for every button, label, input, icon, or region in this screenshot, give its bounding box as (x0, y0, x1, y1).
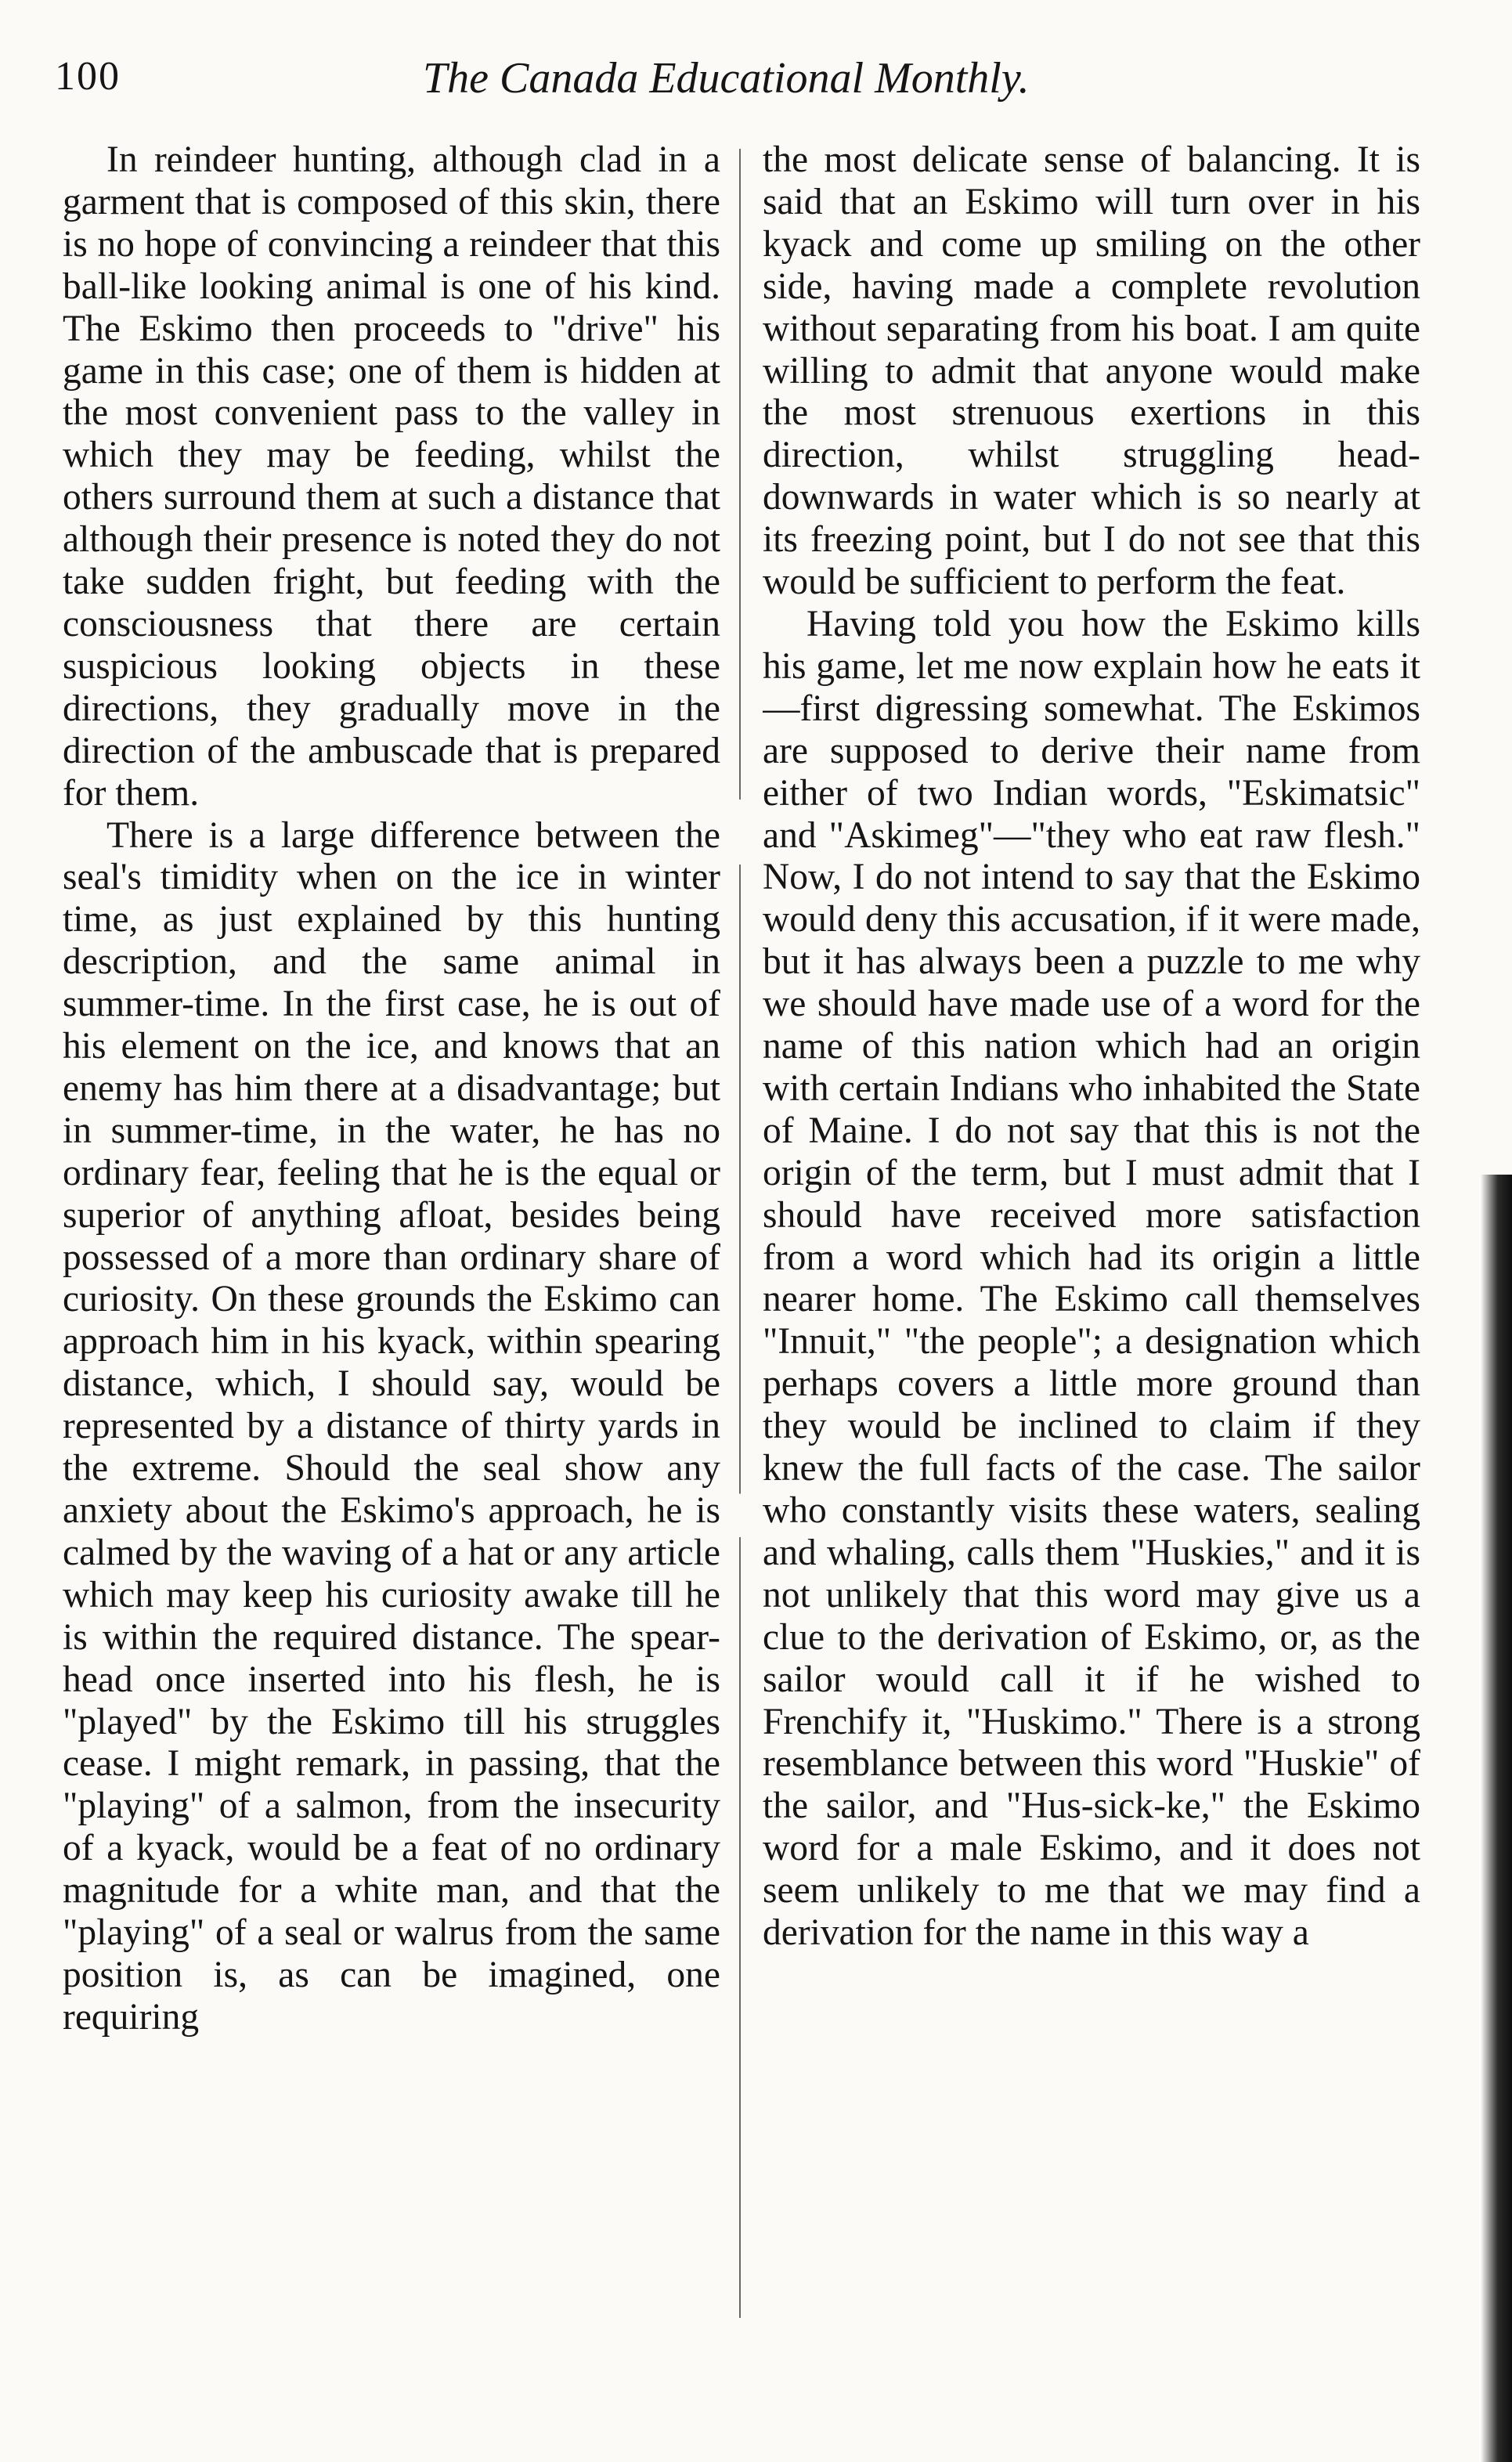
left-column (63, 139, 720, 2301)
page-edge-shadow (1481, 1175, 1512, 2462)
right-column (763, 139, 1420, 2301)
left-paragraph-2: There is a large difference between the seal's timidity when on the ice in winter time, as just explained by this hunting description, and the same animal in summer-time. In the first case, he is out of his element on the ice, and knows that an enemy has him there at a disadvantage; but in summer-time, in the water, he has no ordinary fear, feeling that he is the equal or superior of anything afloat, besides being possessed of a more than ordinary share of curiosity. On these grounds the Eskimo can approach him in his kyack, within spearing distance, which, I should say, would be represented by a distance of thirty yards in the extreme. Should the seal show any anxiety about the Eskimo's approach, he is calmed by the waving of a hat or any article which may keep his curiosity awake till he is within the required distance. The spear-head once inserted into his flesh, he is "played" by the Eskimo till his struggles cease. I might remark, in passing, that the "playing" of a salmon, from the insecurity of a kyack, would be a feat of no ordinary magnitude for a white man, and that the "playing" of a seal or walrus from the same position is, as can be imagined, one requiring (63, 814, 720, 2038)
page-number: 100 (55, 54, 121, 99)
right-paragraph-2: Having told you how the Eskimo kills his game, let me now explain how he eats it—first digressing somewhat. The Eskimos are supposed to derive their name from either of two Indian words, "Eskimatsic" and "Askimeg"—"they who eat raw flesh." Now, I do not intend to say that the Eskimo would deny this accusation, if it were made, but it has always been a puzzle to me why we should have made use of a word for the name of this nation which had an origin with certain Indians who inhabited the State of Maine. I do not say that this is not the origin of the term, but I must admit that I should have received more satisfaction from a word which had its origin a little nearer home. The Eskimo call themselves "Innuit," "the people"; a designation which perhaps covers a little more ground than they would be inclined to claim if they knew the full facts of the case. The sailor who constantly visits these waters, sealing and whaling, calls them "Huskies," and it is not unlikely that this word may give us a clue to the derivation of Eskimo, or, as the sailor would call it if he wished to Frenchify it, "Huskimo." There is a strong resemblance between this word "Huskie" of the sailor, and "Hus-sick-ke," the Eskimo word for a male Eskimo, and it does not seem unlikely to me that we may find a derivation for the name in this way a (763, 603, 1420, 1954)
journal-title: The Canada Educational Monthly. (423, 54, 1030, 103)
left-paragraph-1: In reindeer hunting, although clad in a garment that is composed of this skin, there is no hope of convincing a reindeer that this ball-like looking animal is one of his kind. The Eskimo then proceeds to "drive" his game in this case; one of them is hidden at the most convenient pass to the valley in which they may be feeding, whilst the others surround them at such a distance that although their presence is noted they do not take sudden fright, but feeding with the consciousness that there are certain suspicious looking objects in these directions, they gradually move in the direction of the ambuscade that is prepared for them. (63, 139, 720, 814)
page-header (55, 47, 1096, 110)
column-divider (739, 149, 741, 2318)
right-paragraph-1: the most delicate sense of balancing. It is said that an Eskimo will turn over in his kyack and come up smiling on the other side, having made a complete revolution without separating from his boat. I am quite willing to admit that anyone would make the most strenuous exertions in this direction, whilst struggling head-downwards in water which is so nearly at its freezing point, but I do not see that this would be sufficient to perform the feat. (763, 139, 1420, 603)
